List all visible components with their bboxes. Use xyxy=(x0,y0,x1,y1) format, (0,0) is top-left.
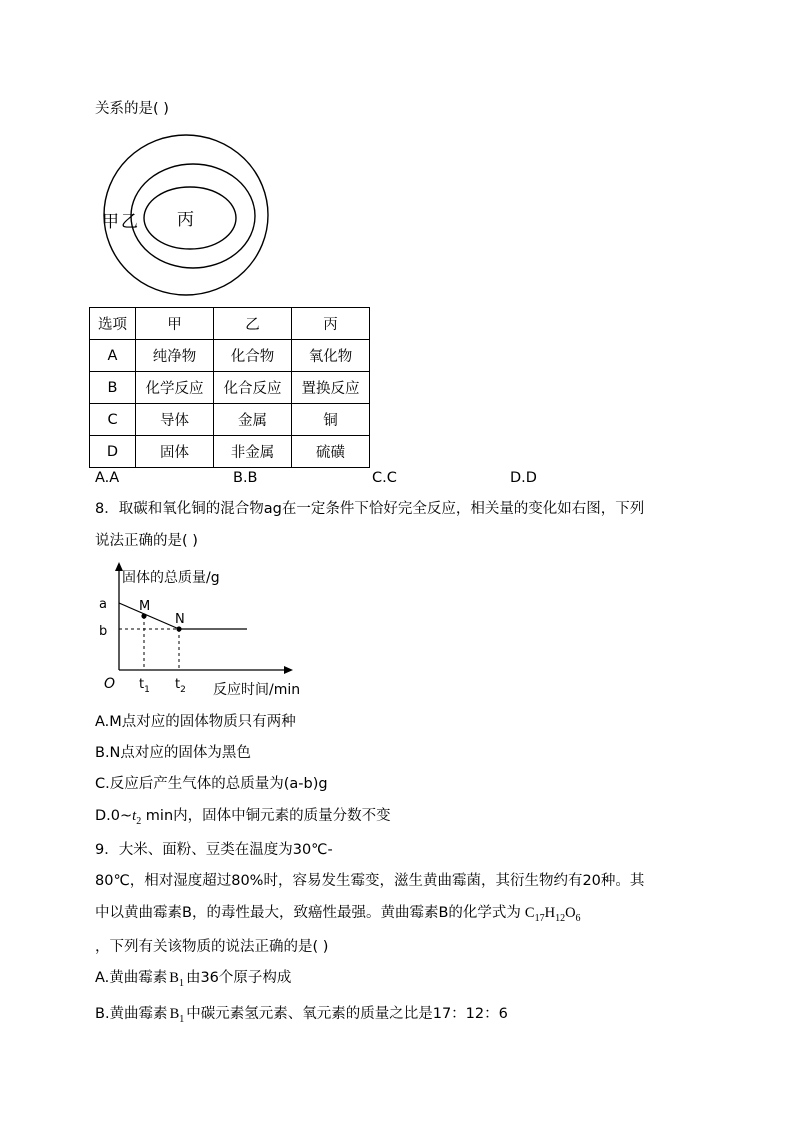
x-tick-t2: $t_2$ xyxy=(175,677,186,695)
table-cell: 化合反应 xyxy=(214,372,292,404)
table-cell: 氧化物 xyxy=(292,340,370,372)
q9-stem-line3: 中以黄曲霉素B，的毒性最大，致癌性最强。黄曲霉素B的化学式为 $C_{17}H_{12}O_6$ xyxy=(95,905,581,924)
table-row xyxy=(90,436,370,468)
q7-stem-tail: 关系的是( ) xyxy=(95,101,169,117)
table-header-row xyxy=(90,308,370,340)
options-table xyxy=(89,307,370,468)
table-row xyxy=(90,372,370,404)
q7-choice-a: A.A xyxy=(95,470,120,486)
table-header-cell: 乙 xyxy=(214,308,292,340)
point-m-label: M xyxy=(139,599,151,614)
q7-choice-d: D.D xyxy=(510,470,537,486)
table-cell: 纯净物 xyxy=(136,340,214,372)
venn-label-middle: 乙 xyxy=(121,212,138,232)
q8-option-c: C.反应后产生气体的总质量为(a-b)g xyxy=(95,776,328,792)
y-tick-b: b xyxy=(99,624,108,639)
formula: $C_{17}H_{12}O_6$ xyxy=(524,905,581,924)
y-tick-a: a xyxy=(99,597,107,612)
table-cell: 非金属 xyxy=(214,436,292,468)
q9-stem-line1: 9．大米、面粉、豆类在温度为30℃- xyxy=(95,842,333,858)
x-axis-label: 反应时间/min xyxy=(213,682,301,698)
table-header-cell: 选项 xyxy=(90,308,136,340)
mass-time-chart xyxy=(95,560,315,700)
q9-option-a: A.黄曲霉素 $B_1$ 由36个原子构成 xyxy=(95,970,292,989)
q9-option-b: B.黄曲霉素 $B_1$ 中碳元素氢元素、氧元素的质量之比是17：12：6 xyxy=(95,1006,508,1025)
point-n-label: N xyxy=(175,612,185,627)
table-cell: D xyxy=(90,436,136,468)
q8-option-b: B.N点对应的固体为黑色 xyxy=(95,745,251,761)
table-cell: B xyxy=(90,372,136,404)
table-cell: 化合物 xyxy=(214,340,292,372)
point-n xyxy=(176,626,181,631)
table-cell: 置换反应 xyxy=(292,372,370,404)
table-header-cell: 丙 xyxy=(292,308,370,340)
table-row xyxy=(90,340,370,372)
table-cell: 铜 xyxy=(292,404,370,436)
table-cell: 化学反应 xyxy=(136,372,214,404)
q8-option-a: A.M点对应的固体物质只有两种 xyxy=(95,714,296,730)
q7-choice-b: B.B xyxy=(233,470,258,486)
table-header-cell: 甲 xyxy=(136,308,214,340)
origin-label: O xyxy=(104,676,116,692)
table-cell: C xyxy=(90,404,136,436)
x-axis-arrow xyxy=(284,666,293,674)
table-row xyxy=(90,404,370,436)
q8-option-d: $D.0\sim t_2$ min内，固体中铜元素的质量分数不变 xyxy=(95,808,391,827)
q8-stem-line1: 8．取碳和氧化铜的混合物ag在一定条件下恰好完全反应，相关量的变化如右图，下列 xyxy=(95,501,645,517)
q7-choice-c: C.C xyxy=(372,470,397,486)
table-cell: 导体 xyxy=(136,404,214,436)
table-cell: A xyxy=(90,340,136,372)
table-cell: 硫磺 xyxy=(292,436,370,468)
x-tick-t1: $t_1$ xyxy=(139,677,150,695)
q9-stem-line4: ，下列有关该物质的说法正确的是( ) xyxy=(95,939,329,955)
point-m xyxy=(141,613,146,618)
q9-stem-line2: 80℃，相对湿度超过80%时，容易发生霉变，滋生黄曲霉菌，其衍生物约有20种。其 xyxy=(95,873,645,889)
table-cell: 金属 xyxy=(214,404,292,436)
y-axis-label: 固体的总质量/g xyxy=(122,570,220,586)
venn-diagram xyxy=(100,133,272,298)
venn-label-outer: 甲 xyxy=(102,212,119,232)
table-cell: 固体 xyxy=(136,436,214,468)
q8-stem-line2: 说法正确的是( ) xyxy=(95,533,198,549)
venn-label-inner: 丙 xyxy=(177,210,194,230)
